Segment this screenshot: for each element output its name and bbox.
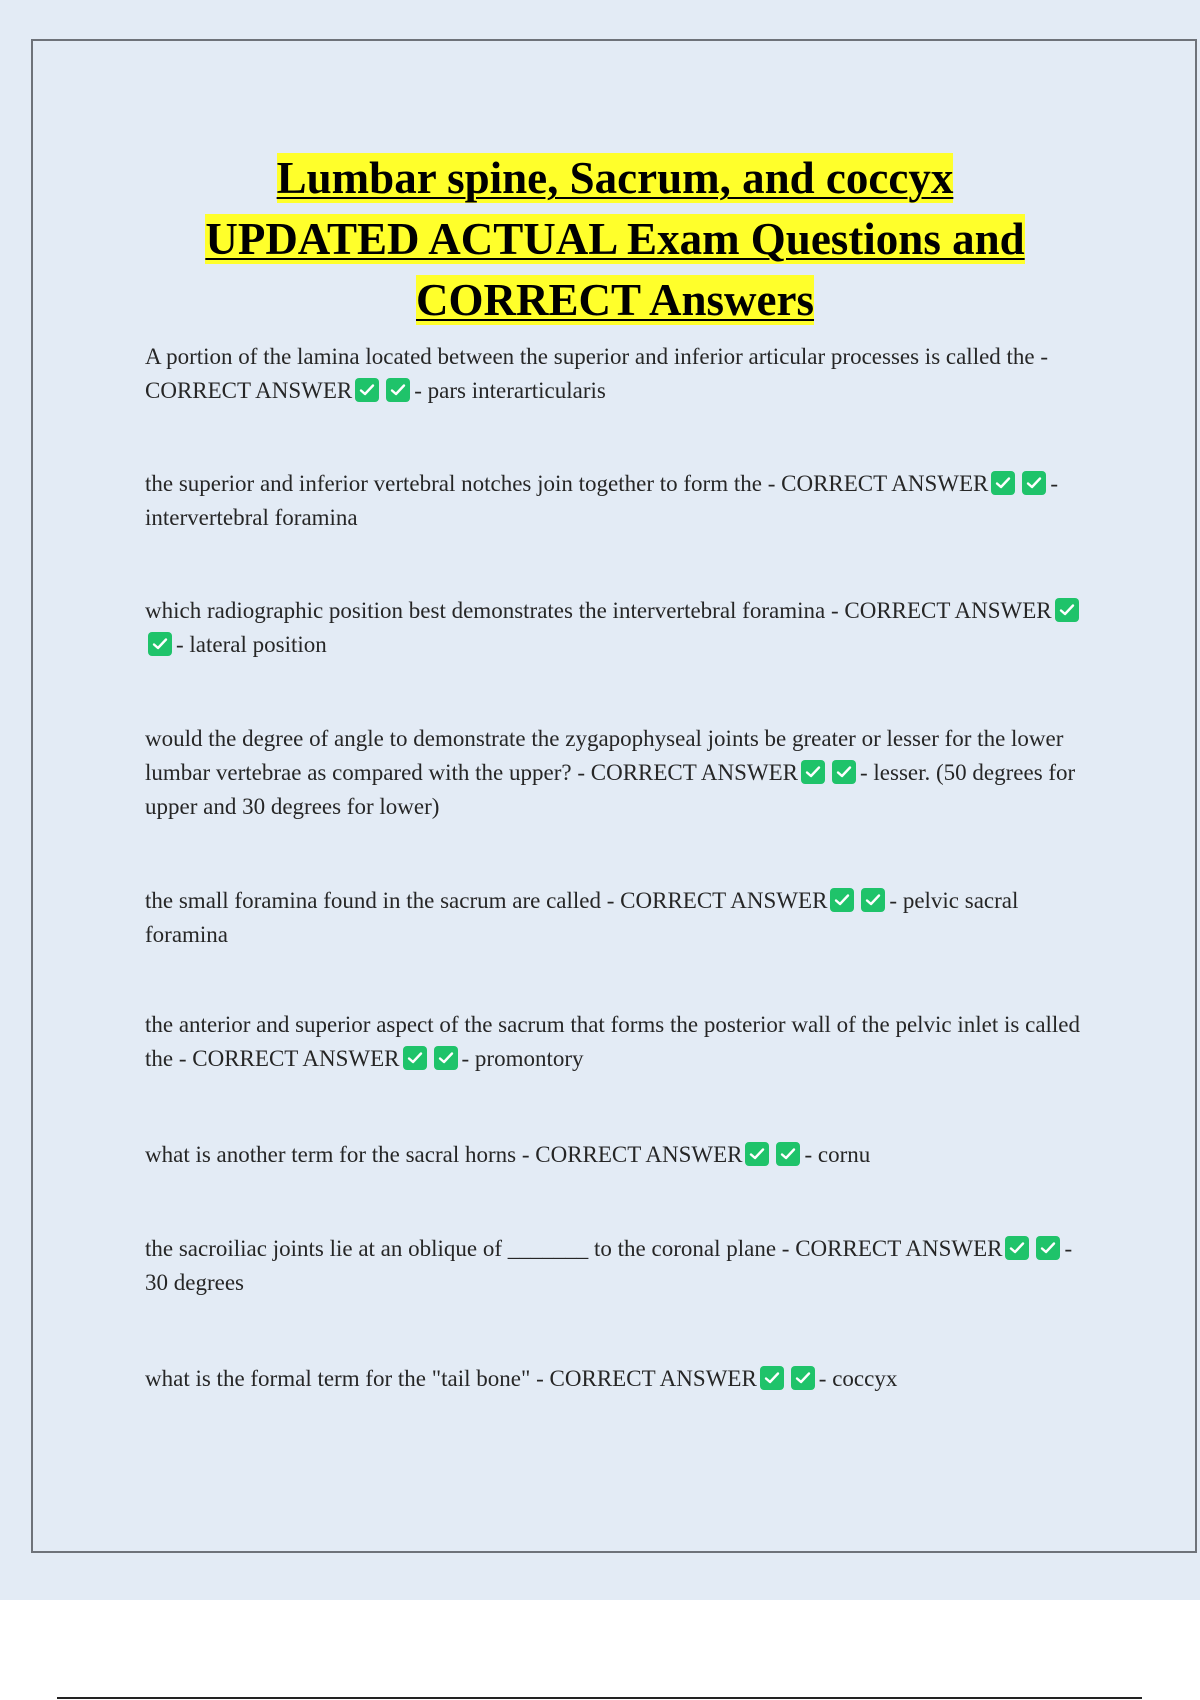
qa-item xyxy=(145,884,1090,952)
check-mark-icon xyxy=(148,632,172,656)
check-mark-icon xyxy=(760,1366,784,1390)
answer-text: - pars interarticularis xyxy=(414,378,606,403)
question-text: A portion of the lamina located between the superior and inferior articular processes is called the xyxy=(145,344,1035,369)
question-text: the small foramina found in the sacrum are called xyxy=(145,888,601,913)
title-line-3: CORRECT Answers xyxy=(416,275,814,325)
qa-item xyxy=(145,1362,1090,1396)
answer-text: - pelvic sacral foramina xyxy=(145,888,1019,947)
answer-marker: - CORRECT ANSWER xyxy=(767,471,989,496)
qa-item xyxy=(145,1232,1090,1300)
document-title xyxy=(100,148,1130,331)
question-text: what is the formal term for the "tail bone" xyxy=(145,1366,531,1391)
answer-marker: - CORRECT ANSWER xyxy=(521,1142,743,1167)
check-mark-icon xyxy=(791,1366,815,1390)
check-mark-icon xyxy=(403,1046,427,1070)
qa-item xyxy=(145,340,1090,408)
question-text: the sacroiliac joints lie at an oblique of _______ to the coronal plane xyxy=(145,1236,777,1261)
qa-item xyxy=(145,722,1090,824)
check-mark-icon xyxy=(776,1142,800,1166)
answer-marker: - CORRECT ANSWER xyxy=(536,1366,757,1391)
check-mark-icon xyxy=(832,760,856,784)
answer-text: - lesser. (50 degrees for upper and 30 degrees for lower) xyxy=(145,760,1076,819)
answer-marker: - CORRECT ANSWER xyxy=(606,888,828,913)
answer-marker: - CORRECT ANSWER xyxy=(178,1046,400,1071)
answer-text: - coccyx xyxy=(818,1366,898,1391)
answer-marker: - CORRECT ANSWER xyxy=(781,1236,1003,1261)
question-text: the anterior and superior aspect of the sacrum that forms the posterior wall of the pelvic inlet is called the xyxy=(145,1012,1081,1071)
question-text: would the degree of angle to demonstrate the zygapophyseal joints be greater or lesser for the lower lumbar vertebrae as compared with the upper? xyxy=(145,726,1064,785)
qa-item xyxy=(145,1008,1090,1076)
answer-text: - intervertebral foramina xyxy=(145,471,1059,530)
answer-marker: - CORRECT ANSWER xyxy=(830,598,1052,623)
answer-text: - cornu xyxy=(804,1142,871,1167)
check-mark-icon xyxy=(434,1046,458,1070)
check-mark-icon xyxy=(1036,1236,1060,1260)
check-mark-icon xyxy=(1005,1236,1029,1260)
question-text: the superior and inferior vertebral notches join together to form the xyxy=(145,471,762,496)
footer-divider xyxy=(57,1697,1142,1699)
check-mark-icon xyxy=(386,378,410,402)
qa-item xyxy=(145,467,1090,535)
check-mark-icon xyxy=(355,378,379,402)
answer-text: - 30 degrees xyxy=(145,1236,1073,1295)
question-text: which radiographic position best demonstrates the intervertebral foramina xyxy=(145,598,826,623)
qa-item xyxy=(145,594,1090,662)
question-text: what is another term for the sacral horns xyxy=(145,1142,517,1167)
title-line-1: Lumbar spine, Sacrum, and coccyx xyxy=(276,153,954,203)
check-mark-icon xyxy=(830,888,854,912)
title-line-2: UPDATED ACTUAL Exam Questions and xyxy=(205,214,1025,264)
check-mark-icon xyxy=(1055,598,1079,622)
check-mark-icon xyxy=(861,888,885,912)
answer-marker: - CORRECT ANSWER xyxy=(145,344,1049,403)
check-mark-icon xyxy=(1022,471,1046,495)
check-mark-icon xyxy=(801,760,825,784)
check-mark-icon xyxy=(745,1142,769,1166)
answer-text: - lateral position xyxy=(176,632,327,657)
answer-text: - promontory xyxy=(461,1046,584,1071)
qa-item xyxy=(145,1138,1090,1172)
answer-marker: - CORRECT ANSWER xyxy=(577,760,798,785)
check-mark-icon xyxy=(991,471,1015,495)
